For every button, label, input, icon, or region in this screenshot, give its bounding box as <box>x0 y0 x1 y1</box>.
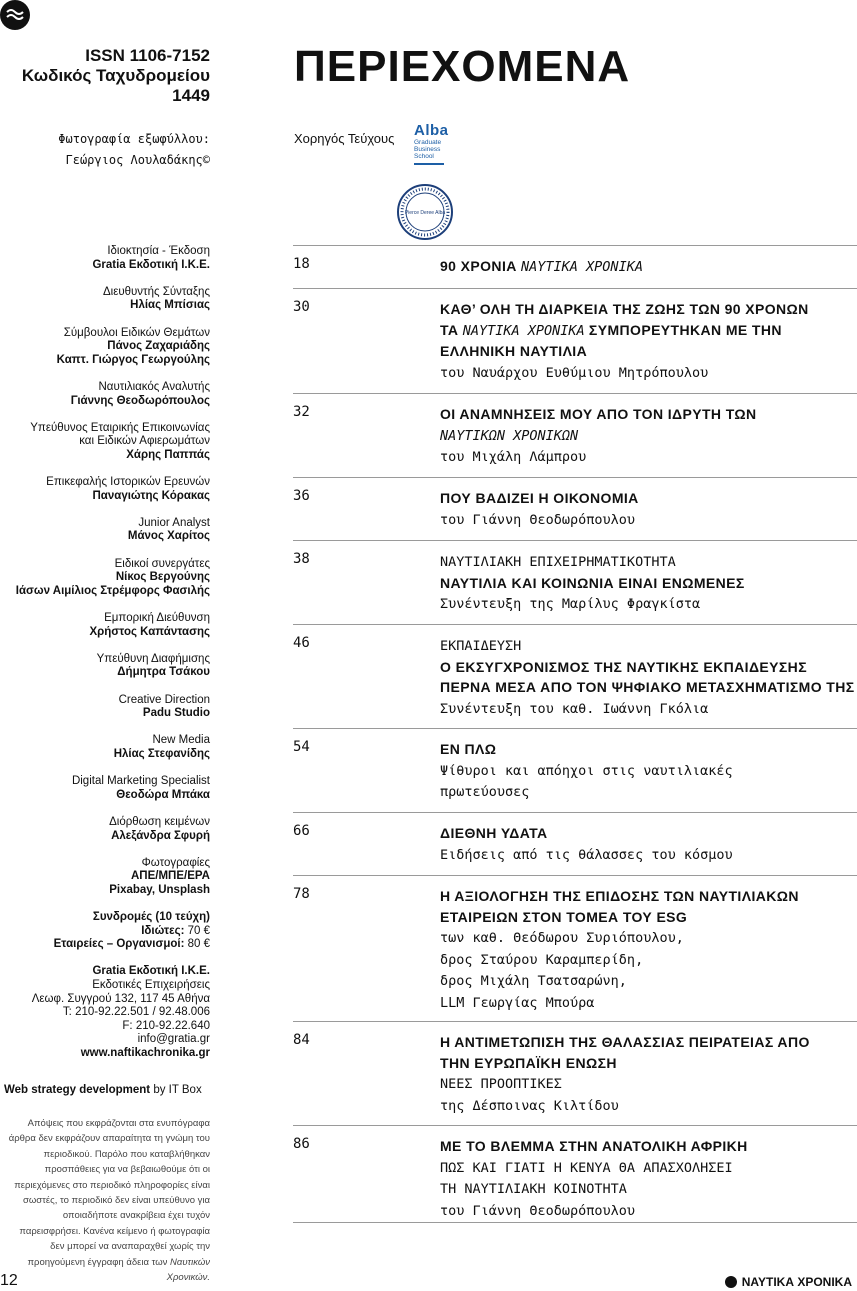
credit-entry <box>0 517 210 544</box>
toc-line <box>440 593 857 615</box>
credit-role: Φωτογραφίες <box>141 856 210 869</box>
toc-subtext: του Ναυάρχου Ευθύμιου Μητρόπουλου <box>440 364 709 381</box>
toc-entry[interactable] <box>293 540 857 624</box>
credit-role: Σύμβουλοι Ειδικών Θεμάτων <box>63 326 210 339</box>
toc-subtext: δρος Μιχάλη Τσατσαρώνη, <box>440 973 627 990</box>
toc-page-number: 36 <box>293 488 310 504</box>
credit-entry <box>0 422 210 463</box>
toc-line <box>440 949 857 971</box>
toc-line <box>440 1136 857 1157</box>
web-strategy-bold: Web strategy development <box>4 1084 151 1096</box>
toc-entry[interactable] <box>293 477 857 540</box>
credit-name: ΑΠΕ/ΜΠΕ/EPA <box>130 870 210 883</box>
toc-headline: ΠΕΡΝΑ ΜΕΣΑ ΑΠΟ ΤΟΝ ΨΗΦΙΑΚΟ ΜΕΤΑΣΧΗΜΑΤΙΣΜΟ ΤΗΣ <box>440 679 855 696</box>
company-price: 80 € <box>187 938 210 951</box>
toc-headline: ΕΤΑΙΡΕΙΩΝ ΣΤΟΝ ΤΟΜΕΑ ΤΟΥ ESG <box>440 908 688 925</box>
toc-entry[interactable] <box>293 624 857 728</box>
toc-headline: Η ΑΞΙΟΛΟΓΗΣΗ ΤΗΣ ΕΠΙΔΟΣΗΣ ΤΩΝ ΝΑΥΤΙΛΙΑΚΩΝ <box>440 888 799 904</box>
toc-page-number: 54 <box>293 739 310 755</box>
page-number: 12 <box>0 1272 18 1289</box>
credit-name: Ιάσων Αιμίλιος Στρέμφορς Φασιλής <box>15 584 210 597</box>
credit-entry <box>0 857 210 898</box>
toc-line <box>440 1053 857 1074</box>
toc-line <box>440 299 857 320</box>
toc-headline: ΟΙ ΑΝΑΜΝΗΣΕΙΣ ΜΟΥ ΑΠΟ ΤΟΝ ΙΔΡΥΤΗ ΤΩΝ <box>440 406 757 422</box>
table-of-contents <box>293 245 857 1223</box>
credit-name: Παναγιώτης Κόρακας <box>92 489 210 502</box>
toc-line <box>440 844 857 866</box>
credit-name: Καπτ. Γιώργος Γεωργούλης <box>56 353 210 366</box>
toc-line <box>440 341 857 362</box>
toc-line <box>440 823 857 844</box>
sponsor-logo <box>414 123 448 165</box>
credit-name: Pixabay, Unsplash <box>109 883 210 896</box>
toc-headline: ΕΝ ΠΛΩ <box>440 741 497 757</box>
publisher-line: Λεωφ. Συγγρού 132, 117 45 Αθήνα <box>31 992 210 1005</box>
seal-text: Pierce Deree Alba <box>404 210 446 216</box>
toc-line <box>440 362 857 384</box>
toc-line <box>440 781 857 803</box>
toc-entry[interactable] <box>293 812 857 875</box>
toc-entry[interactable] <box>293 1021 857 1125</box>
toc-subtext: ΠΩΣ ΚΑΙ ΓΙΑΤΙ Η ΚΕΝΥΑ ΘΑ ΑΠΑΣΧΟΛΗΣΕΙ <box>440 1159 733 1176</box>
toc-line <box>440 1178 857 1200</box>
credit-role: Υπεύθυνη Διαφήμισης <box>96 652 210 665</box>
credit-name: Χάρης Παππάς <box>126 448 210 461</box>
toc-headline: Ο ΕΚΣΥΓΧΡΟΝΙΣΜΟΣ ΤΗΣ ΝΑΥΤΙΚΗΣ ΕΚΠΑΙΔΕΥΣΗΣ <box>440 658 807 675</box>
credit-name: Gratia Εκδοτική Ι.Κ.Ε. <box>92 258 210 271</box>
toc-line <box>440 760 857 782</box>
toc-subtext: Ψίθυροι και απόηχοι στις ναυτιλιακές <box>440 762 733 779</box>
credit-name: Αλεξάνδρα Σφυρή <box>111 829 210 842</box>
toc-italic-title: ΝΑΥΤΙΚΑ ΧΡΟΝΙΚΑ <box>462 322 585 339</box>
credit-role: Ειδικοί συνεργάτες <box>114 557 210 570</box>
toc-line <box>440 446 857 468</box>
college-seal-icon <box>396 183 454 241</box>
toc-italic-title: ΝΑΥΤΙΚΑ ΧΡΟΝΙΚΑ <box>521 259 643 275</box>
footer-brand <box>725 1275 852 1289</box>
toc-subtext: Συνέντευξη της Μαρίλυς Φραγκίστα <box>440 596 701 613</box>
toc-entry-text <box>440 246 857 278</box>
toc-page-number: 46 <box>293 635 310 651</box>
toc-headline: ΚΑΘ’ ΟΛΗ ΤΗ ΔΙΑΡΚΕΙΑ ΤΗΣ ΖΩΗΣ ΤΩΝ 90 ΧΡΟΝΩΝ <box>440 301 809 317</box>
toc-headline: Η ΑΝΤΙΜΕΤΩΠΙΣΗ ΤΗΣ ΘΑΛΑΣΣΙΑΣ ΠΕΙΡΑΤΕΙΑΣ ΑΠΟ <box>440 1034 810 1050</box>
magazine-logo <box>0 0 30 30</box>
toc-line <box>440 635 857 657</box>
toc-headline: ΣΥΜΠΟΡΕΥΤΗΚΑΝ ΜΕ ΤΗΝ <box>584 321 782 338</box>
publisher-website[interactable]: www.naftikachronika.gr <box>80 1047 210 1060</box>
credits-column <box>0 245 210 1074</box>
sponsor-logo-rule <box>414 163 444 165</box>
credit-entry <box>0 558 210 599</box>
toc-entry[interactable] <box>293 288 857 393</box>
publisher-name: Gratia Εκδοτική Ι.Κ.Ε. <box>92 965 210 978</box>
credit-entry <box>0 734 210 761</box>
toc-subtext: των καθ. Θεόδωρου Συριόπουλου, <box>440 930 684 947</box>
toc-line <box>440 551 857 573</box>
toc-italic-title: ΝΑΥΤΙΚΩΝ ΧΡΟΝΙΚΩΝ <box>440 427 579 444</box>
toc-page-number: 18 <box>293 256 310 272</box>
toc-line <box>440 739 857 760</box>
toc-headline: ΤΑ <box>440 321 463 338</box>
toc-subtext: LLM Γεωργίας Μπούρα <box>440 994 595 1011</box>
cover-author: Γεώργιος Λουλαδάκης© <box>65 153 210 167</box>
credit-entry <box>0 286 210 313</box>
toc-page-number: 32 <box>293 404 310 420</box>
toc-entry-text <box>440 876 857 1014</box>
toc-line <box>440 1095 857 1117</box>
subscriptions-title: Συνδρομές (10 τεύχη) <box>92 911 210 924</box>
toc-entry-text <box>440 1126 857 1221</box>
credit-name: Χρήστος Καπάντασης <box>89 625 210 638</box>
toc-entry-text <box>440 1022 857 1116</box>
credit-name: Γιάννης Θεοδωρόπουλος <box>70 394 210 407</box>
toc-line <box>440 970 857 992</box>
sponsor-logo-word: Alba <box>414 122 449 139</box>
toc-subtext: του Μιχάλη Λάμπρου <box>440 449 587 466</box>
toc-headline: ΠΟΥ ΒΑΔΙΖΕΙ Η ΟΙΚΟΝΟΜΙΑ <box>440 490 639 506</box>
publisher <box>0 965 210 1060</box>
toc-headline: ΔΙΕΘΝΗ ΥΔΑΤΑ <box>440 825 548 841</box>
postal-code: 1449 <box>172 86 210 105</box>
credit-name: Θεοδώρα Μπάκα <box>116 788 210 801</box>
toc-subtext: ΕΚΠΑΙΔΕΥΣΗ <box>440 638 522 654</box>
credit-entry <box>0 816 210 843</box>
web-strategy <box>4 1084 202 1096</box>
toc-line <box>440 488 857 509</box>
credit-role: Επικεφαλής Ιστορικών Ερευνών <box>46 476 210 489</box>
credit-role: Διόρθωση κειμένων <box>109 815 210 828</box>
toc-entry[interactable] <box>293 1125 857 1222</box>
publisher-line: F: 210-92.22.640 <box>122 1019 210 1032</box>
toc-line <box>440 992 857 1014</box>
credit-entry <box>0 612 210 639</box>
disclaimer-text: Απόψεις που εκφράζονται στα ενυπόγραφα άρθρα δεν εκφράζουν απαραίτητα τη γνώμη του περιοδικού. Παρόλο που καταβλήθηκαν προσπάθειες για να βεβαιωθούμε ότι οι περιεχόμενες στο περιοδικό πληροφορίες είναι σωστές, το περιοδικό δεν είναι υπεύθυνο για οποιαδήποτε ανακρίβεια έχει τυχόν παρεισφρήσει. Κανένα κείμενο ή φωτογραφία δεν μπορεί να αναπαραχθεί χωρίς την προηγούμενη έγγραφη άδεια των <box>8 1118 210 1268</box>
toc-line <box>440 256 857 278</box>
credit-name: Padu Studio <box>142 707 210 720</box>
toc-entry-text <box>440 394 857 468</box>
private-label: Ιδιώτες: <box>141 924 185 937</box>
toc-subtext: του Γιάννη Θεοδωρόπουλου <box>440 511 636 528</box>
sponsor-logo-sub-2: Business <box>414 146 441 153</box>
credit-name: Νίκος Βεργούνης <box>115 571 210 584</box>
toc-subtext: δρος Σταύρου Καραμπερίδη, <box>440 951 644 968</box>
toc-page-number: 66 <box>293 823 310 839</box>
toc-line <box>440 907 857 928</box>
credit-role: Junior Analyst <box>138 516 210 529</box>
toc-entry[interactable] <box>293 728 857 812</box>
toc-line <box>440 657 857 678</box>
cover-credit <box>58 129 210 171</box>
toc-page-number: 30 <box>293 299 310 315</box>
credit-list <box>0 245 210 898</box>
toc-headline: ΝΑΥΤΙΛΙΑ ΚΑΙ ΚΟΙΝΩΝΙΑ ΕΙΝΑΙ ΕΝΩΜΕΝΕΣ <box>440 574 745 591</box>
publisher-line: Τ: 210-92.22.501 / 92.48.006 <box>62 1006 210 1019</box>
toc-entry-text <box>440 289 857 383</box>
credit-role: Ναυτιλιακός Αναλυτής <box>98 380 210 393</box>
toc-entry[interactable] <box>293 393 857 477</box>
credit-role: Digital Marketing Specialist <box>71 775 210 788</box>
credit-role: Διευθυντής Σύνταξης <box>102 285 210 298</box>
toc-headline: ΕΛΛΗΝΙΚΗ ΝΑΥΤΙΛΙΑ <box>440 343 588 360</box>
publisher-email[interactable]: info@gratia.gr <box>137 1033 210 1046</box>
toc-line <box>440 698 857 720</box>
credit-name: Ηλίας Μπίσιας <box>130 299 210 312</box>
toc-subtext: της Δέσποινας Κιλτίδου <box>440 1097 619 1114</box>
footer-brand-name: ΝΑΥΤΙΚΑ ΧΡΟΝΙΚΑ <box>741 1275 852 1289</box>
brand-logo-icon <box>725 1276 737 1288</box>
subscriptions <box>0 911 210 952</box>
toc-subtext: πρωτεύουσες <box>440 784 530 801</box>
credit-entry <box>0 327 210 368</box>
toc-subtext: ΤΗ ΝΑΥΤΙΛΙΑΚΗ ΚΟΙΝΟΤΗΤΑ <box>440 1181 627 1198</box>
toc-entry-text <box>440 625 857 719</box>
credit-role: Creative Direction <box>118 693 210 706</box>
credit-entry <box>0 775 210 802</box>
toc-headline: ΤΗΝ ΕΥΡΩΠΑΪΚΗ ΕΝΩΣΗ <box>440 1054 617 1071</box>
disclaimer-italic: Ναυτικών Χρονικών. <box>166 1256 210 1284</box>
toc-headline: 90 ΧΡΟΝΙΑ <box>440 258 522 274</box>
credit-entry <box>0 653 210 680</box>
company-label: Εταιρείες – Οργανισμοί: <box>53 938 185 951</box>
toc-entry[interactable] <box>293 875 857 1021</box>
sponsor-logo-sub-3: School <box>414 153 434 160</box>
toc-line <box>440 404 857 425</box>
toc-entry-text <box>440 729 857 803</box>
cover-label: Φωτογραφία εξωφύλλου: <box>58 132 210 146</box>
toc-page-number: 78 <box>293 886 310 902</box>
toc-line <box>440 1073 857 1095</box>
credit-entry <box>0 381 210 408</box>
toc-entry[interactable] <box>293 245 857 288</box>
toc-page-number: 38 <box>293 551 310 567</box>
toc-entry-text <box>440 478 857 530</box>
toc-page-number: 86 <box>293 1136 310 1152</box>
toc-line <box>440 425 857 447</box>
toc-subtext: ΝΑΥΤΙΛΙΑΚΗ ΕΠΙΧΕΙΡΗΜΑΤΙΚΟΤΗΤΑ <box>440 554 676 570</box>
sponsor-label: Χορηγός Τεύχους <box>294 131 395 146</box>
toc-line <box>440 320 857 342</box>
sponsor-logo-sub-1: Graduate <box>414 139 442 146</box>
credit-name: Μάνος Χαρίτος <box>127 530 210 543</box>
toc-subtext: Ειδήσεις από τις θάλασσες του κόσμου <box>440 846 733 863</box>
page-title: ΠΕΡΙΕΧΟΜΕΝΑ <box>294 42 631 91</box>
toc-line <box>440 1032 857 1053</box>
credit-role: Εμπορική Διεύθυνση <box>104 612 210 625</box>
publisher-line: Εκδοτικές Επιχειρήσεις <box>92 979 210 992</box>
toc-line <box>440 1157 857 1179</box>
issn: ISSN 1106-7152 <box>85 46 210 65</box>
web-strategy-rest: by IT Box <box>150 1084 202 1096</box>
postal-label: Κωδικός Ταχυδρομείου <box>21 66 210 85</box>
credit-entry <box>0 245 210 272</box>
wave-icon <box>6 7 24 23</box>
toc-line <box>440 509 857 531</box>
toc-line <box>440 573 857 594</box>
toc-entry-text <box>440 813 857 865</box>
toc-line <box>440 677 857 698</box>
credit-entry <box>0 476 210 503</box>
toc-entry-text <box>440 541 857 615</box>
credit-name: Δήμητρα Τσάκου <box>117 666 210 679</box>
credit-role: New Media <box>152 734 210 747</box>
toc-subtext: του Γιάννη Θεοδωρόπουλου <box>440 1202 636 1219</box>
private-price: 70 € <box>187 924 210 937</box>
toc-line <box>440 886 857 907</box>
toc-headline: ΜΕ ΤΟ ΒΛΕΜΜΑ ΣΤΗΝ ΑΝΑΤΟΛΙΚΗ ΑΦΡΙΚΗ <box>440 1138 748 1154</box>
toc-end-rule <box>293 1222 857 1223</box>
credit-name: Πάνος Ζαχαριάδης <box>107 340 210 353</box>
toc-line <box>440 927 857 949</box>
toc-page-number: 84 <box>293 1032 310 1048</box>
toc-subtext: Συνέντευξη του καθ. Ιωάννη Γκόλια <box>440 700 709 717</box>
toc-subtext: ΝΕΕΣ ΠΡΟΟΠΤΙΚΕΣ <box>440 1076 562 1093</box>
toc-line <box>440 1200 857 1222</box>
credit-entry <box>0 694 210 721</box>
disclaimer <box>4 1116 210 1285</box>
credit-role: Ιδιοκτησία - Έκδοση <box>107 245 210 257</box>
credit-name: Ηλίας Στεφανίδης <box>113 747 210 760</box>
credit-role: Υπεύθυνος Εταιρικής Επικοινωνίας <box>30 421 210 434</box>
issn-block <box>22 46 210 106</box>
credit-role: και Ειδικών Αφιερωμάτων <box>79 435 210 448</box>
